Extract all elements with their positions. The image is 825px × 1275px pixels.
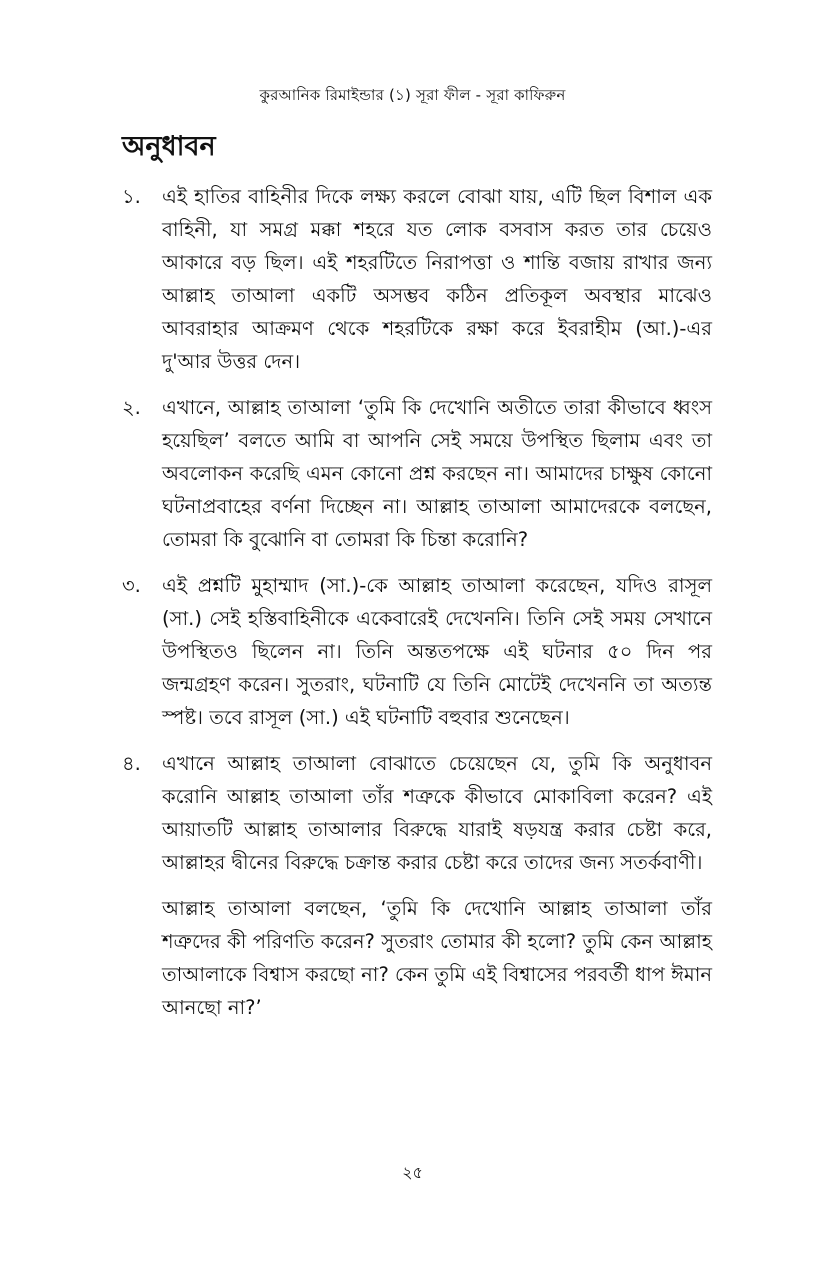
section-title: অনুধাবন	[122, 131, 216, 162]
list-item	[122, 180, 712, 378]
list-item	[122, 569, 712, 734]
item-text: এই প্রশ্নটি মুহাম্মাদ (সা.)-কে আল্লাহ তাআলা করেছেন, যদিও রাসূল (সা.) সেই হস্তিবাহিনীকে একেবারেই দেখেননি। তিনি সেই সময় সেখানে উপস্থিতও ছিলেন না। তিনি অন্ততপক্ষে এই ঘটনার ৫০ দিন পর জন্মগ্রহণ করেন। সুতরাং, ঘটনাটি যে তিনি মোটেই দেখেননি তা অত্যন্ত স্পষ্ট। তবে রাসূল (সা.) এই ঘটনাটি বহুবার শুনেছেন।	[162, 574, 712, 729]
page-number: ২৫	[402, 1163, 423, 1182]
list-item	[122, 391, 712, 556]
item-number: ৪.	[122, 752, 141, 775]
numbered-list	[122, 180, 712, 1044]
item-followup-paragraph: আল্লাহ তাআলা বলছেন, ‘তুমি কি দেখোনি আল্লাহ তাআলা তাঁর শত্রুদের কী পরিণতি করেন? সুতরাং তোমার কী হলো? তুমি কেন আল্লাহ তাআলাকে বিশ্বাস করছো না? কেন তুমি এই বিশ্বাসের পরবর্তী ধাপ ঈমান আনছো না?’	[162, 897, 712, 1019]
list-item	[122, 747, 712, 879]
item-text: এই হাতির বাহিনীর দিকে লক্ষ্য করলে বোঝা যায়, এটি ছিল বিশাল এক বাহিনী, যা সমগ্র মক্কা শহরে যত লোক বসবাস করত তার চেয়েও আকারে বড় ছিল। এই শহরটিতে নিরাপত্তা ও শান্তি বজায় রাখার জন্য আল্লাহ তাআলা একটি অসম্ভব কঠিন প্রতিকূল অবস্থার মাঝেও আবরাহার আক্রমণ থেকে শহরটিকে রক্ষা করে ইবরাহীম (আ.)-এর দু'আর উত্তর দেন।	[162, 185, 712, 373]
item-text: এখানে আল্লাহ তাআলা বোঝাতে চেয়েছেন যে, তুমি কি অনুধাবন করোনি আল্লাহ তাআলা তাঁর শত্রুকে কীভাবে মোকাবিলা করেন? এই আয়াতটি আল্লাহ তাআলার বিরুদ্ধে যারাই ষড়যন্ত্র করার চেষ্টা করে, আল্লাহর দ্বীনের বিরুদ্ধে চক্রান্ত করার চেষ্টা করে তাদের জন্য সতর্কবাণী।	[162, 752, 712, 874]
running-header: কুরআনিক রিমাইন্ডার (১) সূরা ফীল - সূরা কাফিরুন	[259, 86, 566, 104]
item-number: ১.	[122, 185, 141, 208]
item-number: ৩.	[122, 574, 141, 597]
item-text: এখানে, আল্লাহ তাআলা ‘তুমি কি দেখোনি অতীতে তারা কীভাবে ধ্বংস হয়েছিল’ বলতে আমি বা আপনি সেই সময়ে উপস্থিত ছিলাম এবং তা অবলোকন করেছি এমন কোনো প্রশ্ন করছেন না। আমাদের চাক্ষুষ কোনো ঘটনাপ্রবাহের বর্ণনা দিচ্ছেন না। আল্লাহ তাআলা আমাদেরকে বলছেন, তোমরা কি বুঝোনি বা তোমরা কি চিন্তা করোনি?	[162, 396, 712, 551]
item-number: ২.	[122, 396, 141, 419]
